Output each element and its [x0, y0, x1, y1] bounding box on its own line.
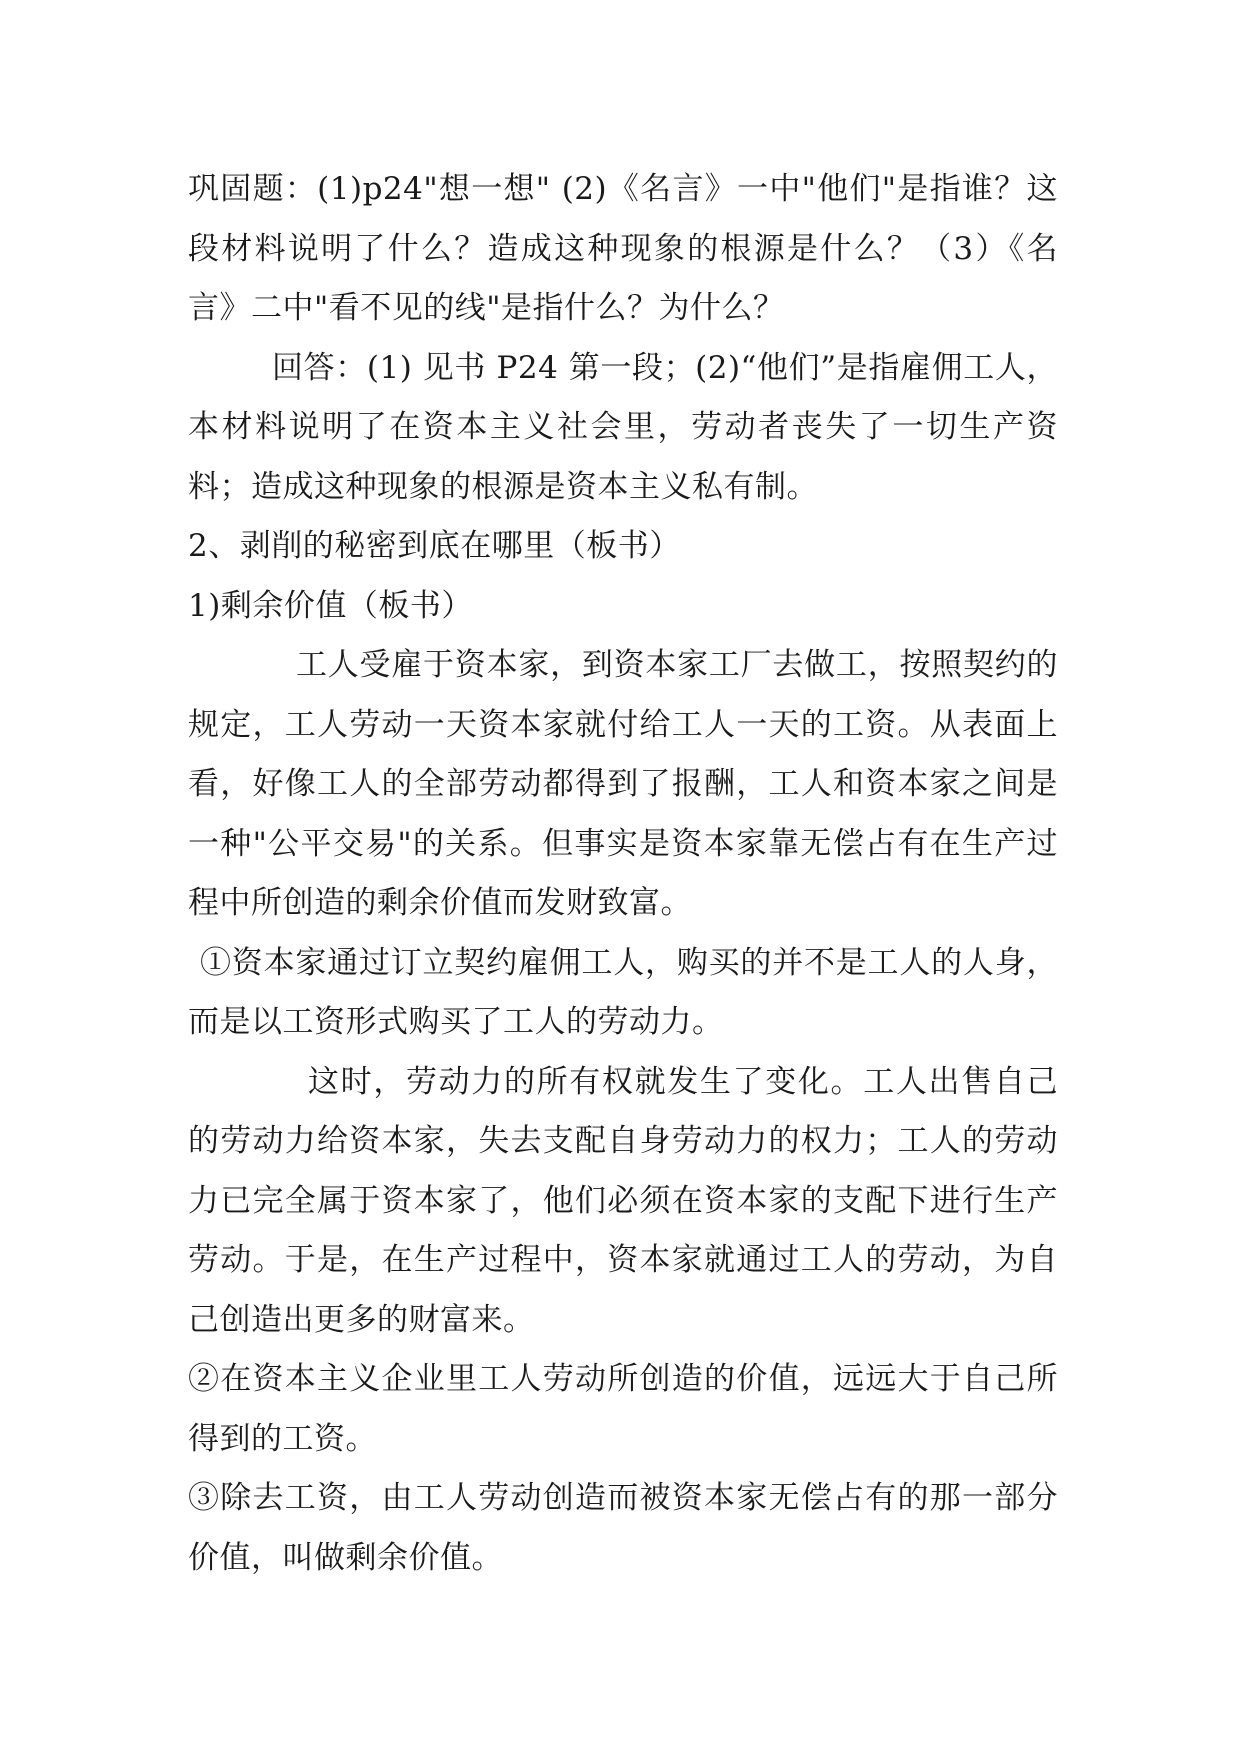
- point-2-paragraph: ②在资本主义企业里工人劳动所创造的价值，远远大于自己所得到的工资。: [188, 1361, 1058, 1457]
- section-heading: 2、剥削的秘密到底在哪里（板书）: [188, 528, 681, 564]
- consolidation-question-paragraph: 巩固题：(1)p24"想一想" (2)《名言》一中"他们"是指谁？这段材料说明了什么？造成这种现象的根源是什么？（3）《名言》二中"看不见的线"是指什么？为什么？: [188, 171, 1058, 326]
- body-paragraph: 工人受雇于资本家，到资本家工厂去做工，按照契约的规定，工人劳动一天资本家就付给工人一天的工资。从表面上看，好像工人的全部劳动都得到了报酬，工人和资本家之间是一种"公平交易"的关系。但事实是资本家靠无偿占有在生产过程中所创造的剩余价值而发财致富。: [188, 647, 1058, 921]
- document-body: [188, 160, 1058, 1588]
- answer-paragraph: 回答：(1) 见书 P24 第一段；(2)“他们”是指雇佣工人，本材料说明了在资本主义社会里，劳动者丧失了一切生产资料；造成这种现象的根源是资本主义私有制。: [188, 349, 1058, 505]
- point-3-paragraph: ③除去工资，由工人劳动创造而被资本家无偿占有的那一部分价值，叫做剩余价值。: [188, 1480, 1058, 1576]
- subsection-heading: 1)剩余价值（板书）: [188, 587, 473, 624]
- point-1-paragraph: ①资本家通过订立契约雇佣工人，购买的并不是工人的人身，而是以工资形式购买了工人的劳动力。: [188, 944, 1058, 1040]
- body-paragraph: 这时，劳动力的所有权就发生了变化。工人出售自己的劳动力给资本家，失去支配自身劳动力的权力；工人的劳动力已完全属于资本家了，他们必须在资本家的支配下进行生产劳动。于是，在生产过程中，资本家就通过工人的劳动，为自己创造出更多的财富来。: [188, 1063, 1058, 1338]
